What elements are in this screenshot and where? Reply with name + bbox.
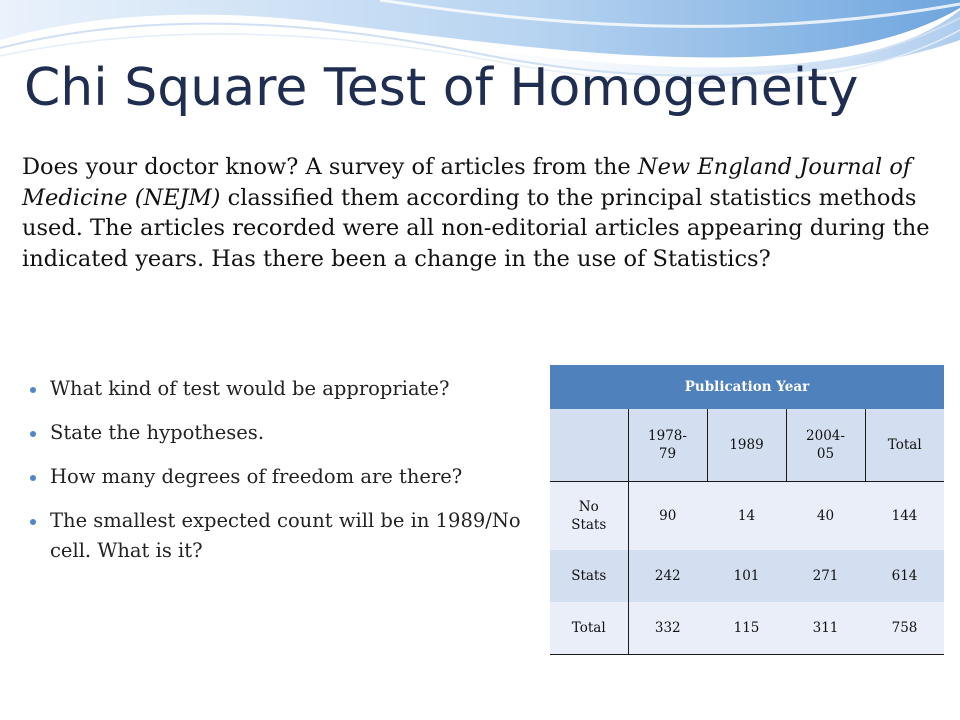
column-header [865,409,944,482]
table-cell: 271 [786,550,865,602]
column-header-label: 1978- 79 [648,428,687,462]
table-cell: 758 [865,602,944,655]
column-header-empty [550,409,628,482]
question-text: How many degrees of freedom are there? [50,465,463,488]
intro-text-start: Does your doctor know? A survey of articles from the [22,154,638,180]
publication-year-table [550,365,944,655]
column-header-label: Total [887,437,922,453]
column-header-label: 1989 [729,437,764,453]
table-cell: 614 [865,550,944,602]
table-cell: 40 [786,482,865,551]
table-row [550,550,944,602]
table-header-row [550,365,944,409]
question-text: The smallest expected count will be in 1989/No cell. What is it? [50,509,521,562]
list-item [30,418,540,448]
row-label: Stats [550,550,628,602]
bullet-dot-icon [30,475,36,481]
table-cell: 101 [707,550,786,602]
table-cell: 242 [628,550,707,602]
table-cell: 90 [628,482,707,551]
table-column-header-row [550,409,944,482]
table-row [550,482,944,551]
slide-title: Chi Square Test of Homogeneity [24,58,859,118]
row-label-text: No Stats [571,499,607,533]
table-cell: 311 [786,602,865,655]
table-cell: 144 [865,482,944,551]
bullet-dot-icon [30,519,36,525]
question-text: What kind of test would be appropriate? [50,377,450,400]
row-label [550,482,628,551]
bullet-dot-icon [30,387,36,393]
intro-paragraph [22,152,940,274]
table-row [550,602,944,655]
table-header: Publication Year [550,365,944,409]
column-header [628,409,707,482]
column-header-label: 2004- 05 [806,428,845,462]
list-item [30,506,540,566]
column-header [707,409,786,482]
question-list [30,374,540,580]
bullet-dot-icon [30,431,36,437]
list-item [30,462,540,492]
intro-journal-name: New England Journal of Medicine (NEJM) [22,154,912,211]
table-cell: 14 [707,482,786,551]
table-cell: 115 [707,602,786,655]
column-header [786,409,865,482]
table-cell: 332 [628,602,707,655]
row-label: Total [550,602,628,655]
question-text: State the hypotheses. [50,421,265,444]
list-item [30,374,540,404]
intro-text-end: classified them according to the principal statistics methods used. The articles recorded were all non-editorial articles appearing during the indicated years. Has there been a change in the use of Statistics? [22,184,930,272]
